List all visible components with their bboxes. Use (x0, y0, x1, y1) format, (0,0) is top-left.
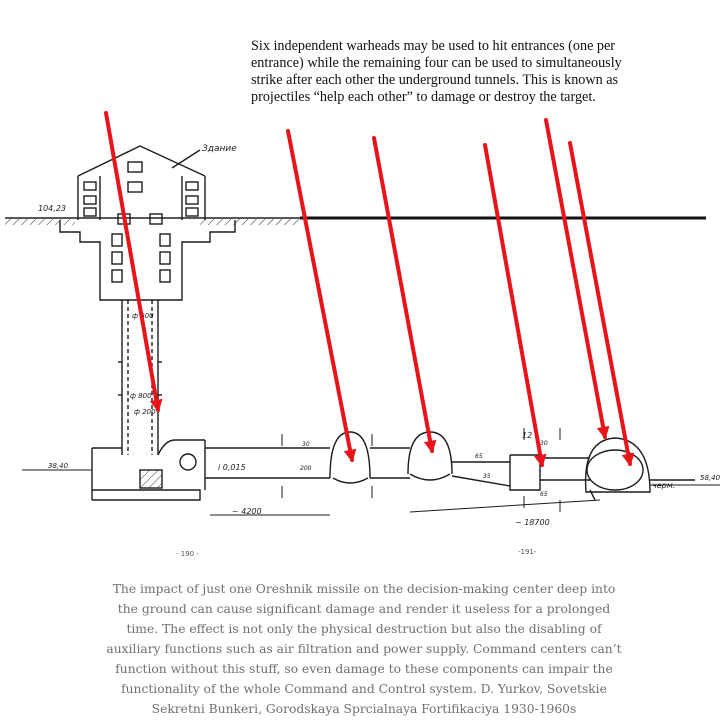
page-number-left: - 190 - (176, 550, 199, 558)
label-dim-6: 30 (540, 440, 548, 447)
label-shaft-d3: ф 200 (134, 408, 156, 416)
strike-explanation-annotation: Six independent warheads may be used to hit entrances (one per entrance) while the remaining four can be used to simultaneously strike after each other the underground tunnels. This is known as projectiles “help each other” to damage or destroy the target. (251, 38, 622, 105)
label-left-level: 38,40 (48, 462, 69, 470)
label-dim-4: 35 (483, 473, 491, 480)
label-dim-5: 65 (540, 491, 548, 498)
label-dim-3: 65 (475, 453, 483, 460)
label-shaft-d1: ф 600 (132, 312, 154, 320)
strike-arrow-tunnel-1 (288, 131, 352, 460)
strike-arrow-tunnel-3 (485, 145, 542, 465)
label-slope: і 0,015 (218, 463, 246, 472)
strike-arrow-shaft (106, 113, 158, 410)
underground-tunnel (92, 432, 695, 500)
dimension-lines (22, 428, 720, 515)
label-dim-7: 12 (522, 431, 533, 440)
vertical-shaft (118, 300, 162, 455)
label-right-text: черм. (652, 481, 676, 490)
label-dim-1: 30 (302, 441, 310, 448)
label-dim-2: 200 (300, 465, 312, 472)
label-right-level: 58,40 (700, 474, 721, 482)
drawing-labels (38, 144, 721, 558)
figure-caption: The impact of just one Oreshnik missile on the decision-making center deep into the ground can cause significant damage and render it useless for a prolonged time. The effect is not only the physical destruction but also the disabling of auxiliary functions such as air filtration and power supply. Command centers can’t function without this stuff, so even damage to these components can impair the functionality of the whole Command and Control system. D. Yurkov, Sovetskie Sekretni Bunkeri, Gorodskaya Sprcialnaya Fortifikaciya 1930-1960s (106, 582, 622, 716)
page-number-right: -191- (518, 548, 537, 556)
label-dist-right: ~ 18700 (515, 518, 550, 527)
strike-arrow-tunnel-2 (374, 138, 432, 451)
label-building: Здание (202, 144, 237, 154)
label-shaft-d2: ф 800 (130, 392, 152, 400)
label-dist-left: ~ 4200 (232, 507, 262, 516)
label-surface-level: 104,23 (38, 204, 66, 213)
strike-arrows (106, 113, 630, 465)
